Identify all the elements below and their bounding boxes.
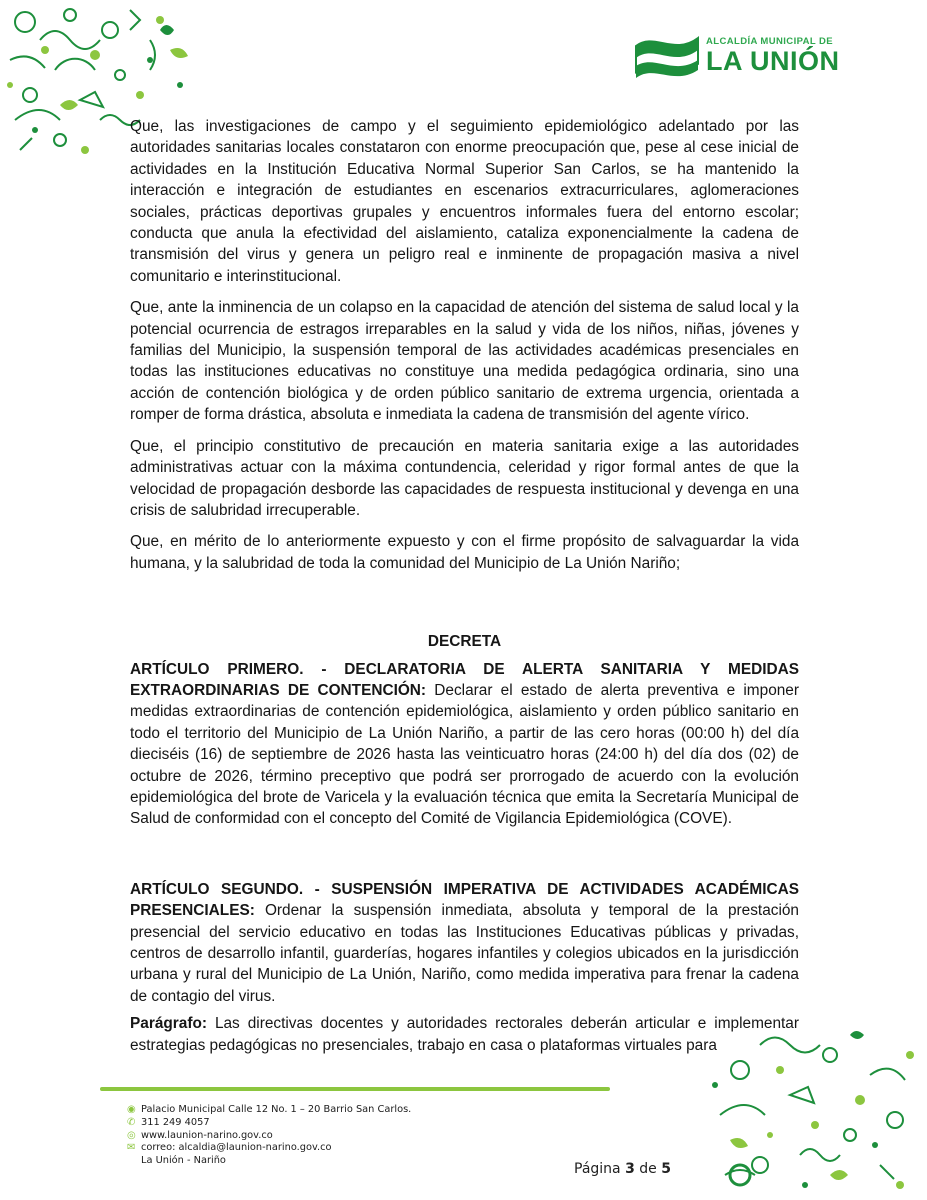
paragraph-4: Que, en mérito de lo anteriormente expuesto y con el firme propósito de salvaguardar la vida humana, y la salubridad de toda la comunidad del Municipio de La Unión Nariño;	[130, 533, 799, 572]
footer-phone-row	[127, 1117, 467, 1130]
page-of: de	[639, 1161, 657, 1177]
page-label: Página	[574, 1161, 621, 1177]
footer-web[interactable]: www.launion-narino.gov.co	[141, 1129, 273, 1141]
paragraph-3: Que, el principio constitutivo de precaución en materia sanitaria exige a las autoridades administrativas actuar con la máxima contundencia, celeridad y rigor formal antes de que la velocidad de propagación desborde las capacidades de respuesta institucional y devenga en una crisis de salubridad irrecuperable.	[130, 437, 799, 519]
footer-address-row	[127, 1104, 467, 1117]
article-2-title: ARTÍCULO SEGUNDO. - SUSPENSIÓN IMPERATIVA DE ACTIVIDADES ACADÉMICAS PRESENCIALES:	[130, 880, 799, 920]
logo-title: LA UNIÓN	[706, 46, 840, 76]
mail-icon: ✉	[127, 1142, 136, 1154]
paragraph-2: Que, ante la inminencia de un colapso en la capacidad de atención del sistema de salud local y la potencial ocurrencia de estragos irreparables en la salud y vida de los niños, niñas, jóvenes y familias del Municipio, la suspensión temporal de las actividades académicas presenciales en todas las instituciones educativas no constituye una medida pedagógica ordinaria, sino una acción de contención biológica y de orden público sanitario de extrema urgencia, orientada a romper de forma drástica, absoluta e inmediata la cadena de transmisión del agente vírico.	[130, 299, 799, 424]
article-2	[130, 879, 799, 1007]
page-total: 5	[661, 1161, 671, 1177]
document-body	[130, 116, 799, 1056]
footer-divider	[100, 1087, 610, 1091]
flag-icon	[634, 28, 704, 86]
article-1	[130, 659, 799, 830]
paragrafo-title: Parágrafo:	[130, 1015, 207, 1033]
logo-subtitle: ALCALDÍA MUNICIPAL DE	[706, 36, 833, 47]
footer-address: Palacio Municipal Calle 12 No. 1 – 20 Barrio San Carlos.	[141, 1104, 412, 1115]
footer-contact	[127, 1104, 467, 1168]
article-2-text: Ordenar la suspensión inmediata, absoluta y temporal de la prestación presencial del servicio educativo en todas las Instituciones Educativas públicas y privadas, centros de desarrollo infantil, guarderías, hogares infantiles y colegios ubicados en la jurisdicción urbana y rural del Municipio de La Unión, Nariño, como medida imperativa para frenar la cadena de contagio del virus.	[130, 902, 799, 1005]
decreta-heading: DECRETA	[427, 633, 502, 651]
footer-email-row	[127, 1142, 467, 1155]
footer-city-row	[127, 1155, 467, 1168]
page-current: 3	[625, 1161, 635, 1177]
footer-web-row	[127, 1130, 467, 1143]
globe-icon: ◎	[127, 1129, 136, 1141]
municipal-logo	[634, 28, 849, 88]
paragrafo	[130, 1013, 799, 1056]
footer-email[interactable]: correo: alcaldia@launion-narino.gov.co	[141, 1142, 332, 1154]
article-1-text: Declarar el estado de alerta preventiva e imponer medidas extraordinarias de contención epidemiológica, aislamiento y orden público sanitario en todo el territorio del Municipio de La Unión Nariño, a partir de las cero horas (00:00 h) del día dieciséis (16) de septiembre de 2026 hasta las veinticuatro horas (24:00 h) del día dos (02) de octubre de 2026, término preceptivo que podrá ser prorrogado de acuerdo con la evolución epidemiológica del brote de Varicela y la evaluación técnica que emita la Secretaría Municipal de Salud de conformidad con el concepto del Comité de Vigilancia Epidemiológica (COVE).	[130, 681, 799, 828]
page-number	[574, 1161, 671, 1177]
footer-phone: 311 249 4057	[141, 1116, 210, 1128]
paragrafo-text: Las directivas docentes y autoridades rectorales deberán articular e implementar estrategias pedagógicas no presenciales, trabajo en casa o plataformas virtuales para	[130, 1015, 799, 1054]
phone-icon: ✆	[127, 1116, 136, 1128]
paragraph-1: Que, las investigaciones de campo y el seguimiento epidemiológico adelantado por las autoridades sanitarias locales constataron con enorme preocupación que, pese al cese inicial de actividades en la Institución Educativa Normal Superior San Carlos, se ha mantenido la interacción e integración de estudiantes en escenarios extracurriculares, aglomeraciones sociales, prácticas deportivas grupales y encuentros informales fuera del entorno escolar; conducta que anula la efectividad del aislamiento, cataliza exponencialmente la cadena de transmisión del virus y genera un peligro real e inminente de propagación masiva a nivel comunitario e interinstitucional.	[130, 118, 799, 285]
article-1-title: ARTÍCULO PRIMERO. - DECLARATORIA DE ALERTA SANITARIA Y MEDIDAS EXTRAORDINARIAS DE CONTENCIÓN:	[130, 660, 799, 699]
footer-city: La Unión - Nariño	[141, 1155, 226, 1167]
location-icon: ◉	[127, 1104, 136, 1115]
